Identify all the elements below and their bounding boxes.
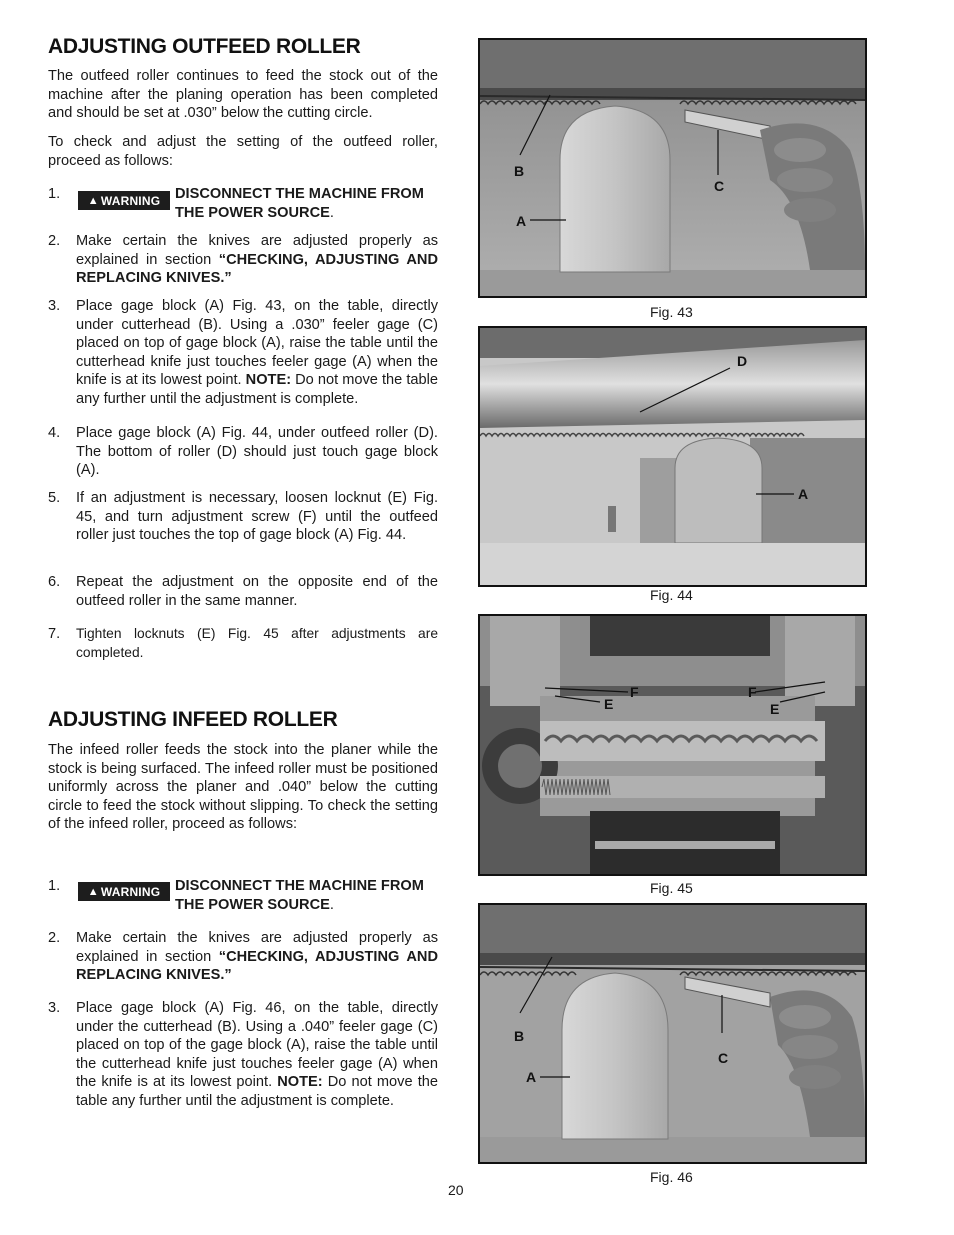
note-text: Do not move the table any further until the adjustment is complete. <box>76 1074 438 1109</box>
figure-45-photo <box>478 614 867 876</box>
step-number: 4. <box>48 425 61 441</box>
figure-label: A <box>798 486 809 502</box>
figure-44-photo <box>478 326 867 587</box>
figure-label: C <box>718 1050 729 1066</box>
infeed-step-1-text <box>175 877 440 914</box>
disconnect-instruction: DISCONNECT THE MACHINE FROM THE POWER SOURCE <box>175 186 424 221</box>
warning-badge <box>78 882 170 901</box>
step-text-plain: Make certain the knives are adjusted properly as explained in section <box>76 233 438 268</box>
warning-label: WARNING <box>100 884 161 899</box>
figure-label: A <box>516 213 527 229</box>
infeed-intro: The infeed roller feeds the stock into the planer while the stock is being surfaced. The infeed roller must be positioned uniformly across the planer and .040” below the cutting circle to feed the stock without slipping. To check the setting of the infeed roller, proceed as follows: <box>48 742 438 833</box>
note-label: NOTE: <box>245 372 292 389</box>
step-number: 1. <box>48 878 61 894</box>
step-number: 6. <box>48 574 61 590</box>
figure-label: B <box>514 1028 525 1044</box>
figure-label: E <box>770 701 780 717</box>
figure-43-caption: Fig. 43 <box>650 304 693 320</box>
warning-badge <box>78 191 170 210</box>
step-number: 3. <box>48 1000 61 1016</box>
outfeed-step-1-text <box>175 185 440 222</box>
figure-44-caption: Fig. 44 <box>650 587 693 603</box>
figure-label: B <box>514 163 525 179</box>
step-number: 7. <box>48 626 61 642</box>
step-number: 2. <box>48 930 61 946</box>
note-text: Do not move the table any further until the adjustment is complete. <box>76 372 438 407</box>
punctuation: . <box>329 896 334 913</box>
figure-label: A <box>526 1069 537 1085</box>
figure-46-photo <box>478 903 867 1164</box>
punctuation: . <box>329 204 334 221</box>
outfeed-intro-2: To check and adjust the setting of the outfeed roller, proceed as follows: <box>48 134 438 169</box>
figure-45-caption: Fig. 45 <box>650 880 693 896</box>
step-text-plain: Make certain the knives are adjusted properly as explained in section <box>76 930 438 965</box>
warning-label: WARNING <box>100 193 161 208</box>
section-reference: “CHECKING, ADJUSTING AND REPLACING KNIVES.” <box>76 251 438 287</box>
figure-43-photo <box>478 38 867 298</box>
figure-label: D <box>737 353 748 369</box>
note-label: NOTE: <box>277 1074 323 1091</box>
step-number: 5. <box>48 490 61 506</box>
section-reference: “CHECKING, ADJUSTING AND REPLACING KNIVES.” <box>76 948 438 984</box>
step-text: If an adjustment is necessary, loosen locknut (E) Fig. 45, and turn adjustment screw (F) until the outfeed roller just touches the top of gage block (A) Fig. 44. <box>76 490 438 544</box>
figure-label: E <box>604 696 614 712</box>
step-number: 2. <box>48 233 61 249</box>
step-number: 1. <box>48 186 61 202</box>
outfeed-heading: ADJUSTING OUTFEED ROLLER <box>48 35 361 58</box>
figure-label: C <box>714 178 725 194</box>
step-text <box>76 999 438 1111</box>
warning-triangle-icon: ▲ <box>87 885 99 898</box>
step-text <box>76 232 438 288</box>
step-number: 3. <box>48 298 61 314</box>
infeed-heading: ADJUSTING INFEED ROLLER <box>48 708 338 731</box>
step-text: Tighten locknuts (E) Fig. 45 after adjustments are completed. <box>76 626 438 660</box>
step-text <box>76 297 438 409</box>
step-text: Place gage block (A) Fig. 44, under outfeed roller (D). The bottom of roller (D) should just touch gage block (A). <box>76 425 438 479</box>
outfeed-intro-1: The outfeed roller continues to feed the stock out of the machine after the planing operation has been completed and should be set at .030” below the cutting circle. <box>48 68 438 122</box>
step-text-plain: Place gage block (A) Fig. 46, on the table, directly under the cutterhead (B). Using a .040” feeler gage (C) placed on top of the gage block (A), raise the table until the cutterhead knife just touches feeler gage (A) when the knife is at its lowest point. <box>76 1000 438 1091</box>
figure-label: F <box>748 684 757 700</box>
step-text: Repeat the adjustment on the opposite end of the outfeed roller in the same manner. <box>76 574 438 609</box>
figure-label: F <box>630 684 639 700</box>
warning-triangle-icon: ▲ <box>87 194 99 207</box>
page-number: 20 <box>448 1182 464 1198</box>
figure-46-caption: Fig. 46 <box>650 1169 693 1185</box>
step-text-plain: Place gage block (A) Fig. 43, on the table, directly under cutterhead (B). Using a .030” feeler gage (C) placed on top of gage block (A), raise the table until the cutterhead knife just touches feeler gage (A) when the knife is at its lowest point. <box>76 298 438 389</box>
step-text <box>76 929 438 985</box>
disconnect-instruction: DISCONNECT THE MACHINE FROM THE POWER SOURCE <box>175 878 424 913</box>
